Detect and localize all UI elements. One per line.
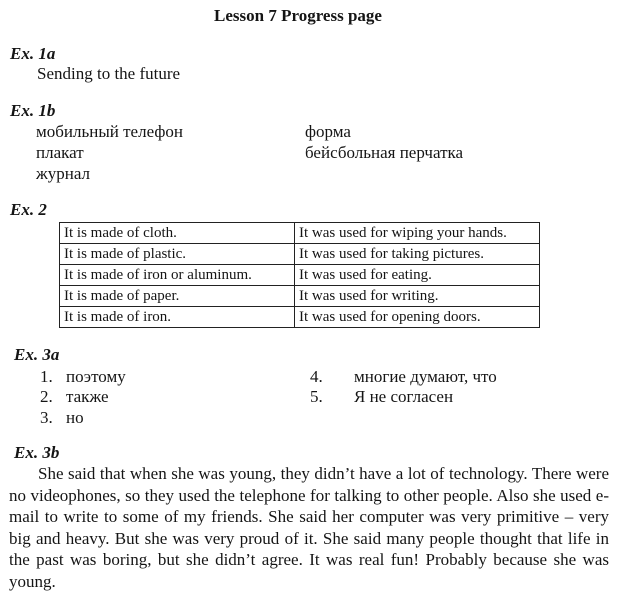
ex1b-left-item: журнал bbox=[36, 164, 91, 183]
table-row bbox=[60, 307, 540, 328]
ex1a-label: Ex. 1a bbox=[10, 44, 56, 63]
page-title: Lesson 7 Progress page bbox=[214, 6, 382, 25]
ex1b-left-item: плакат bbox=[36, 143, 84, 162]
table-cell: It was used for taking pictures. bbox=[295, 244, 540, 265]
table-row bbox=[60, 244, 540, 265]
ex2-label: Ex. 2 bbox=[10, 200, 47, 219]
ex1b-label: Ex. 1b bbox=[10, 101, 56, 120]
table-row bbox=[60, 223, 540, 244]
ex3a-label: Ex. 3a bbox=[14, 345, 60, 364]
table-cell: It is made of plastic. bbox=[60, 244, 295, 265]
item-number: 3. bbox=[40, 408, 53, 427]
ex3a-item bbox=[40, 387, 109, 407]
ex1b-right-item: бейсбольная перчатка bbox=[305, 143, 464, 162]
table-row bbox=[60, 265, 540, 286]
item-number: 4. bbox=[310, 367, 323, 386]
table-cell: It was used for writing. bbox=[295, 286, 540, 307]
item-text: также bbox=[66, 387, 109, 406]
item-text: многие думают, что bbox=[354, 367, 497, 386]
ex3b-paragraph: She said that when she was young, they didn’t have a lot of technology. There were no videophones, so they used the telephone for talking to other people. Also she used e-mail to write to some of my friends. She said her computer was very primitive – very big and heavy. But she was very proud of it. She said many people thought that life in the past was boring, but she didn’t agree. It was real fun! Probably because she was young. bbox=[9, 464, 609, 591]
ex1b-right-item: форма bbox=[305, 122, 351, 141]
item-text: но bbox=[66, 408, 84, 427]
item-number: 5. bbox=[310, 387, 323, 406]
ex1b-left-item: мобильный телефон bbox=[36, 122, 183, 141]
ex1a-text: Sending to the future bbox=[37, 64, 181, 83]
item-number: 1. bbox=[40, 367, 53, 386]
table-cell: It is made of iron or aluminum. bbox=[60, 265, 295, 286]
table-row bbox=[60, 286, 540, 307]
table-cell: It is made of paper. bbox=[60, 286, 295, 307]
ex3b-label: Ex. 3b bbox=[14, 443, 60, 462]
item-number: 2. bbox=[40, 387, 53, 406]
table-cell: It was used for wiping your hands. bbox=[295, 223, 540, 244]
table-cell: It was used for eating. bbox=[295, 265, 540, 286]
ex2-table bbox=[59, 222, 540, 328]
table-cell: It is made of iron. bbox=[60, 307, 295, 328]
table-cell: It was used for opening doors. bbox=[295, 307, 540, 328]
ex3a-item bbox=[310, 387, 453, 407]
item-text: поэтому bbox=[66, 367, 126, 386]
ex3a-item bbox=[40, 408, 84, 428]
item-text: Я не согласен bbox=[354, 387, 454, 406]
ex3a-item bbox=[40, 367, 126, 387]
ex3a-item bbox=[310, 367, 497, 387]
table-cell: It is made of cloth. bbox=[60, 223, 295, 244]
